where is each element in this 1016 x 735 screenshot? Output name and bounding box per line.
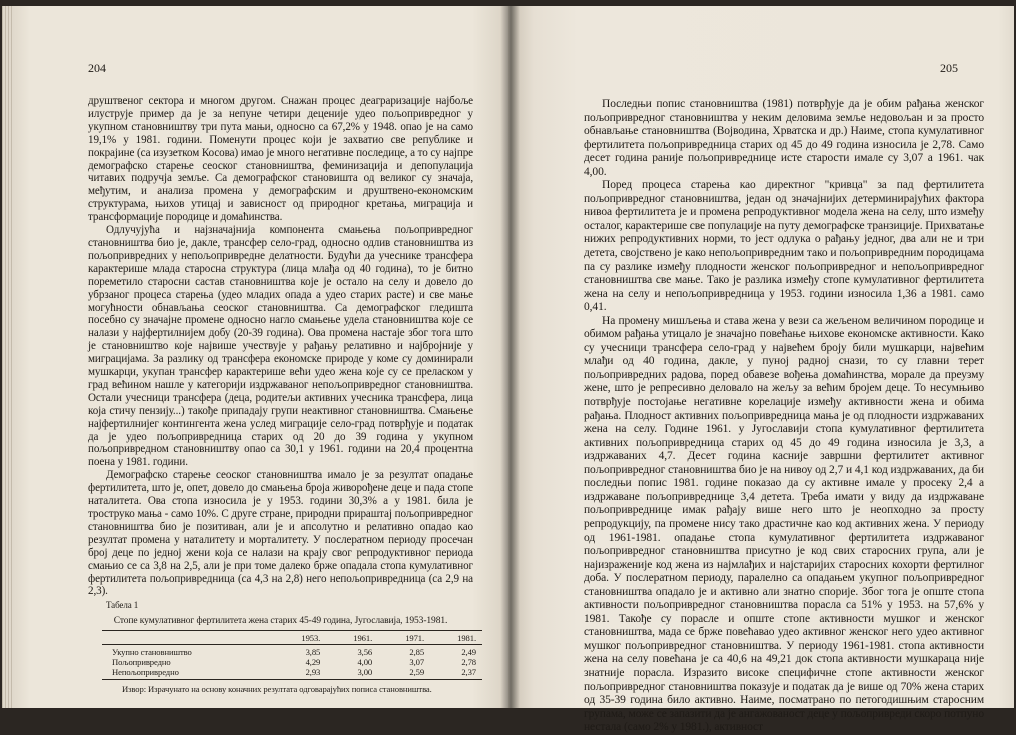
fertility-table-block xyxy=(88,600,476,695)
paragraph: Демографско старење сеоског становништва имало је за резултат опадање фертилитета, што је, опет, довело до смањења броја живорођене деце и пада стопе наталитета. Ова стопа износила је у 1953. години 30,3% а у 1981. била је троструко мања - само 10%. С друге стране, природни прираштај пољопривредног становништва био је позитиван, али је и апсолутно и релативно опадао као резултат промена у наталитету и морталитету. У послератном периоду просечан број деце по једној жени која се налази на крају свог репродуктивног периода смањио се са 3,8 на 2,5, али је при томе далеко брже опадала стопа кумулативног фертилитета пољопривредница (са 4,3 на 2,8) него непољопривредница (са 2,9 на 2,3). xyxy=(88,469,473,598)
row-label: Укупно становништво xyxy=(112,647,192,658)
table-row xyxy=(102,667,482,680)
table-label: Табела 1 xyxy=(106,600,139,611)
table-cell: 2,49 xyxy=(461,647,476,658)
table-cell: 3,56 xyxy=(357,647,373,658)
table-cell: 4,00 xyxy=(357,657,373,668)
table-row xyxy=(102,657,482,667)
table-header-row xyxy=(102,631,482,645)
table-cell: 3,85 xyxy=(305,647,321,658)
table-cell: 3,00 xyxy=(357,667,373,678)
paragraph: Поред процеса старења као директног "кривца" за пад фертилитета пољопривредног становништва, један од значајнијих детерминирајућих фактора нивоа фертилитета је и промена репродуктивног модела жена на селу, што између осталог, карактерише све популације на путу демографске транзиције. Прихватање нижих репродуктивних норми, то јест одлука о рађању једног, два али не и три детета, својствено је како непољопривредним тако и пољопривредним породицама па су разлике између плодности женског пољопривредног и непољопривредног становништва све мање. Тако је разлика између стопе кумулативног фертилитета жена на селу и непољопривредница у 1953. години износила 1,36 а 1981. само 0,41. xyxy=(584,179,985,314)
table-source-note: Извор: Израчунато на основу коначних резултата одговарајућих пописа становништва. xyxy=(122,684,432,695)
table-cell: 2,37 xyxy=(461,667,476,678)
column-header: 1961. xyxy=(326,631,378,645)
table-cell: 2,59 xyxy=(409,667,425,678)
table-cell: 2,93 xyxy=(305,667,321,678)
book-gutter-shadow xyxy=(500,6,520,708)
column-header: 1981. xyxy=(430,631,482,645)
paragraph: Одлучујућа и најзначајнија компонента смањења пољопривредног становништва био је, дакле, трансфер село-град, односно одлив становништва из пољопривредних у непољопривредне делатности. Будући да учеснике трансфера карактерише млада старосна структура (лица млађа од 40 година), то је битно пореметило старосни састав становништва које је остало на селу и довело до убрзаног процеса старења (удео младих опада а удео старих расте) и све мање могућности обнављања сеоског становништва. Са демографског гледишта посебно су значајне промене односно нагло смањење удела становништва које се налази у најфертилнијем добу (20-39 година). Ова промена настаје због тога што је становништво које највише учествује у рађању релативно и најбројније у миграцијама. За разлику од трансфера економске природе у коме су доминирали мушкарци, укупан трансфер карактерише већи удео жена које су се преласком у град већином нашле у категорији издржаваног непољопривредног становништва. Остали учесници трансфера (деца, родитељи активних учесника трансфера, лица која стичу пензију...) такође припадају групи неактивног становништва. Смањење најфертилнијег контингента жена услед миграције село-град потврђује и податак да је удео пољопривредница старих од 20 до 39 година у укупном пољопривредном становништву опао са 30,1 у 1961. години на 20,4 процентна поена у 1981. години. xyxy=(88,224,473,469)
column-header xyxy=(102,631,274,645)
table-cell: 3,07 xyxy=(409,657,425,668)
table-title: Стопе кумулативног фертилитета жена старих 45-49 година, Југославија, 1953-1981. xyxy=(113,616,448,627)
page-edge-stack xyxy=(2,6,14,708)
table-row xyxy=(102,645,482,658)
table-cell: 4,29 xyxy=(305,657,321,668)
paragraph: На промену мишљења и става жена у вези са жељеном величином породице и обимом рађања утицало је значајно повећање њихове економске активности. Како су учесници трансфера село-град у највећем броју били мушкарци, највећим млађи од 40 година, дакле, у пуној радној снази, то су главни терет пољопривредних радова, поред обавезе вођења домаћинства, морале да преузму жене, што је репресивно деловало на жељу за већим бројем деце. То несумњиво потврђује постојање негативне корелације између активности жена и обима рађања. Плодност активних пољопривредница мања је од плодности издржаваних жена на селу. Године 1961. у Југославији стопа кумулативног фертилитета активних пољопривредница старих од 45 до 49 година износила је 3,3, а издржаваних 4,7. Десет година касније завршни фертилитет активног пољопривредног становништва био је на нивоу од 2,7 и 4,1 код издржаваних, да би последњи попис 1981. године показао да су активне имале у просеку 2,4 а издржаване пољопривреднице 3,4 детета. Треба имати у виду да издржаване пољопривреднице имак рађају више него што је неопходно за просту репродукцију, па промене нису тако драстичне као код активних жена. У периоду од 1961-1981. опадање стопа кумулативног фертилитета издржаваног пољопривредног становништва присутно је код свих старосних група, али је најизраженије код жена из најмлађих и најстаријих старосних кохорти фертилног доба. У послератном периоду, паралелно са опадањем укупног пољопривредног становништва опадало је и активно али знатно спорије. Због тога је опште стопа активности пољопривредног становништва порасла са 51% у 1953. на 57,6% у 1981. Такође су порасле и опште стопе активности мушког и женског становништва, мада се брже повећавао удео активног женског него удео активног мушког пољопривредног становништва. У периоду 1961-1981. стопа активности жена на селу повећана је са 40,6 на 49,21 док стопа активности мушкараца није знатније порасла. Изразито високе специфичне стопе активности женског пољопривредног становништва показује и податак да је више од 70% жена старих од 35-39 година било активно. Наиме, посматрано по петогодишњим старосним групама, може се запазити да је ангажованост деце у пољопривреди скоро потпуно нестала (само 2% у 1981.), активност xyxy=(584,314,984,734)
column-header: 1953. xyxy=(274,631,326,645)
row-label: Непољопривредно xyxy=(112,667,179,678)
fertility-table xyxy=(102,630,482,680)
right-page xyxy=(508,6,1014,734)
left-page-body xyxy=(88,95,476,695)
column-header: 1971. xyxy=(378,631,430,645)
left-page xyxy=(2,6,508,708)
table-cell: 2,85 xyxy=(409,647,425,658)
table-cell: 2,78 xyxy=(461,657,476,668)
right-page-body xyxy=(584,98,984,735)
page-number: 205 xyxy=(940,61,958,75)
page-number: 204 xyxy=(88,61,106,75)
paragraph: Последњи попис становништва (1981) потврђује да је обим рађања женског пољопривредног становништва у неким деловима земље недовољан и за просто обнављање становништва (Војводина, Хрватска и др.) Наиме, стопа кумулативног фертилитета пољопривредница старих од 45 до 49 година износила је 2,78. Само десет година раније пољопривреднице исте старости имале су 3,07 а 1961. чак 4,00. xyxy=(584,98,984,178)
paragraph: друштвеног сектора и многом другом. Снажан процес деаграризације најбоље илуструје пример да је за непуне четири деценије удео пољопривредног у укупном становништву три пута мањи, односно са 67,2% у 1948. опао је на само 19,1% у 1981. години. Поменути процес који је захватио све републике и покрајине (са изузетком Косова) имао је много негативне последице, а то су најпре демографско старење сеоског становништва, феминизација и депопулација читавих подручја земље. Са демографског становишта од великог су значаја, међутим, и анализа промена у демографским и друштвено-економским структурама, њихов утицај и зависност од природног кретања, миграција и трансформације породице и домаћинства. xyxy=(88,95,473,224)
row-label: Пољопривредно xyxy=(112,657,171,668)
